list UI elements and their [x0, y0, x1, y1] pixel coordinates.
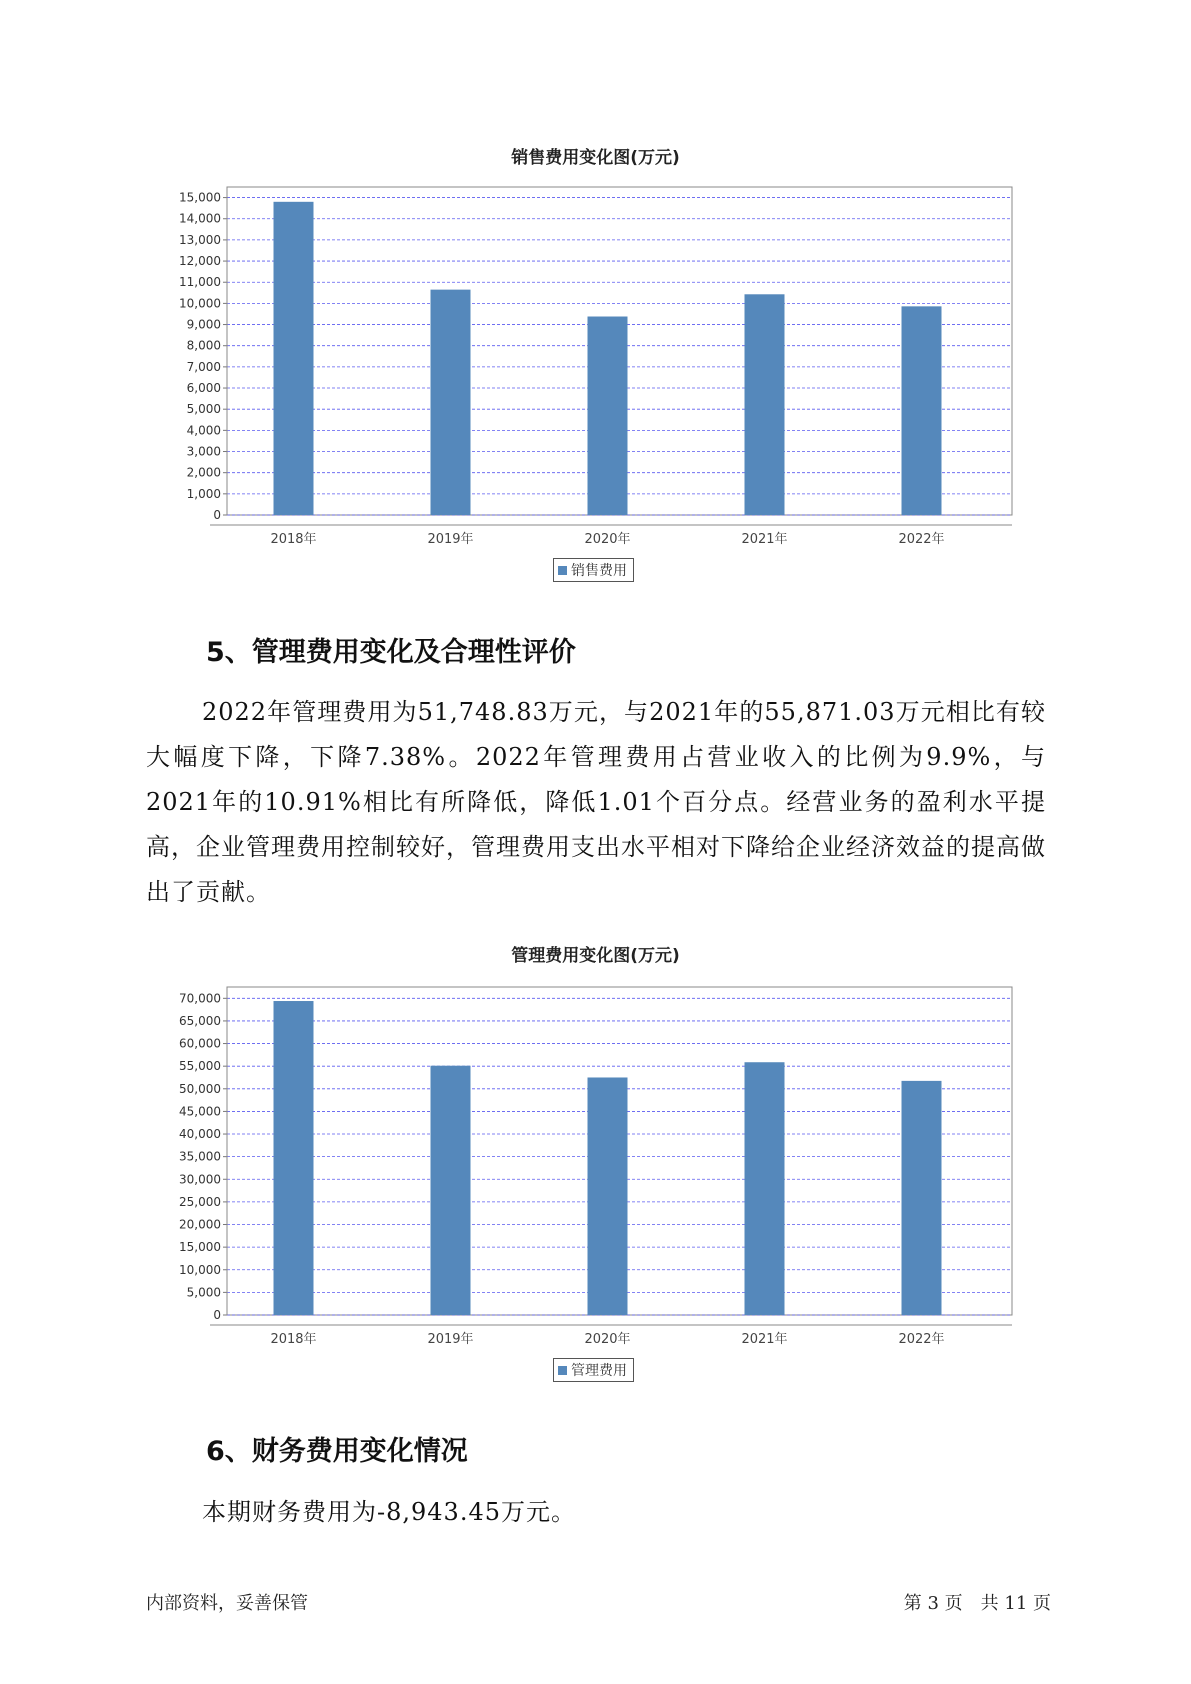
x-tick-label: 2019年 — [427, 532, 474, 547]
y-tick-label: 7,000 — [186, 359, 221, 374]
y-tick-label: 40,000 — [179, 1127, 221, 1142]
y-tick-label: 25,000 — [179, 1194, 221, 1209]
bar — [588, 317, 628, 515]
legend-swatch — [558, 566, 567, 575]
bar — [431, 290, 471, 515]
x-tick-label: 2019年 — [427, 1332, 474, 1347]
y-tick-label: 55,000 — [179, 1059, 221, 1074]
x-tick-label: 2022年 — [898, 1332, 945, 1347]
x-tick-label: 2021年 — [741, 1332, 788, 1347]
y-tick-label: 60,000 — [179, 1036, 221, 1051]
x-tick-label: 2018年 — [270, 1332, 317, 1347]
sales-expense-bar-chart — [160, 180, 1020, 547]
y-tick-label: 13,000 — [179, 232, 221, 247]
y-tick-label: 15,000 — [179, 190, 221, 205]
y-tick-label: 10,000 — [179, 296, 221, 311]
y-tick-label: 30,000 — [179, 1172, 221, 1187]
y-tick-label: 0 — [213, 1308, 221, 1322]
x-tick-label: 2020年 — [584, 1332, 631, 1347]
sales-expense-legend — [553, 558, 634, 582]
section-6-heading: 6、财务费用变化情况 — [206, 1436, 468, 1467]
y-tick-label: 45,000 — [179, 1104, 221, 1119]
x-tick-label: 2020年 — [584, 532, 631, 547]
bar — [902, 306, 942, 515]
y-tick-label: 70,000 — [179, 991, 221, 1006]
y-tick-label: 14,000 — [179, 211, 221, 226]
y-tick-label: 35,000 — [179, 1149, 221, 1164]
y-tick-label: 65,000 — [179, 1013, 221, 1028]
bar — [274, 1001, 314, 1315]
x-tick-label: 2021年 — [741, 532, 788, 547]
footer-page-number: 第 3 页 共 11 页 — [903, 1593, 1051, 1614]
y-tick-label: 11,000 — [179, 275, 221, 290]
y-tick-label: 0 — [213, 508, 221, 522]
legend-label: 管理费用 — [571, 1363, 627, 1379]
x-tick-label: 2022年 — [898, 532, 945, 547]
bar — [902, 1081, 942, 1315]
section-6-paragraph: 本期财务费用为-8,943.45万元。 — [202, 1498, 576, 1526]
y-tick-label: 1,000 — [186, 486, 221, 501]
y-tick-label: 2,000 — [186, 465, 221, 480]
section-5-heading: 5、管理费用变化及合理性评价 — [206, 637, 576, 668]
admin-expense-chart-title: 管理费用变化图(万元) — [511, 946, 680, 966]
footer-confidential-note: 内部资料，妥善保管 — [146, 1593, 308, 1614]
bar — [745, 1062, 785, 1315]
admin-expense-legend — [553, 1358, 634, 1382]
y-tick-label: 9,000 — [186, 317, 221, 332]
y-tick-label: 10,000 — [179, 1262, 221, 1277]
legend-swatch — [558, 1366, 567, 1375]
bar — [274, 202, 314, 515]
y-tick-label: 12,000 — [179, 254, 221, 269]
y-tick-label: 6,000 — [186, 381, 221, 396]
y-tick-label: 4,000 — [186, 423, 221, 438]
legend-label: 销售费用 — [571, 563, 627, 579]
x-tick-label: 2018年 — [270, 532, 317, 547]
admin-expense-bar-chart — [160, 980, 1020, 1347]
y-tick-label: 15,000 — [179, 1240, 221, 1255]
section-5-paragraph: 2022年管理费用为51,748.83万元，与2021年的55,871.03万元相比有较大幅度下降，下降7.38%。2022年管理费用占营业收入的比例为9.9%，与2021年的10.91%相比有所降低，降低1.01个百分点。经营业务的盈利水平提高，企业管理费用控制较好，管理费用支出水平相对下降给企业经济效益的提高做出了贡献。 — [146, 698, 1046, 906]
y-tick-label: 3,000 — [186, 444, 221, 459]
y-tick-label: 5,000 — [186, 402, 221, 417]
y-tick-label: 5,000 — [186, 1285, 221, 1300]
y-tick-label: 20,000 — [179, 1217, 221, 1232]
y-tick-label: 50,000 — [179, 1081, 221, 1096]
bar — [745, 294, 785, 515]
sales-expense-chart-title: 销售费用变化图(万元) — [511, 148, 680, 168]
y-tick-label: 8,000 — [186, 338, 221, 353]
bar — [431, 1066, 471, 1315]
bar — [588, 1077, 628, 1315]
